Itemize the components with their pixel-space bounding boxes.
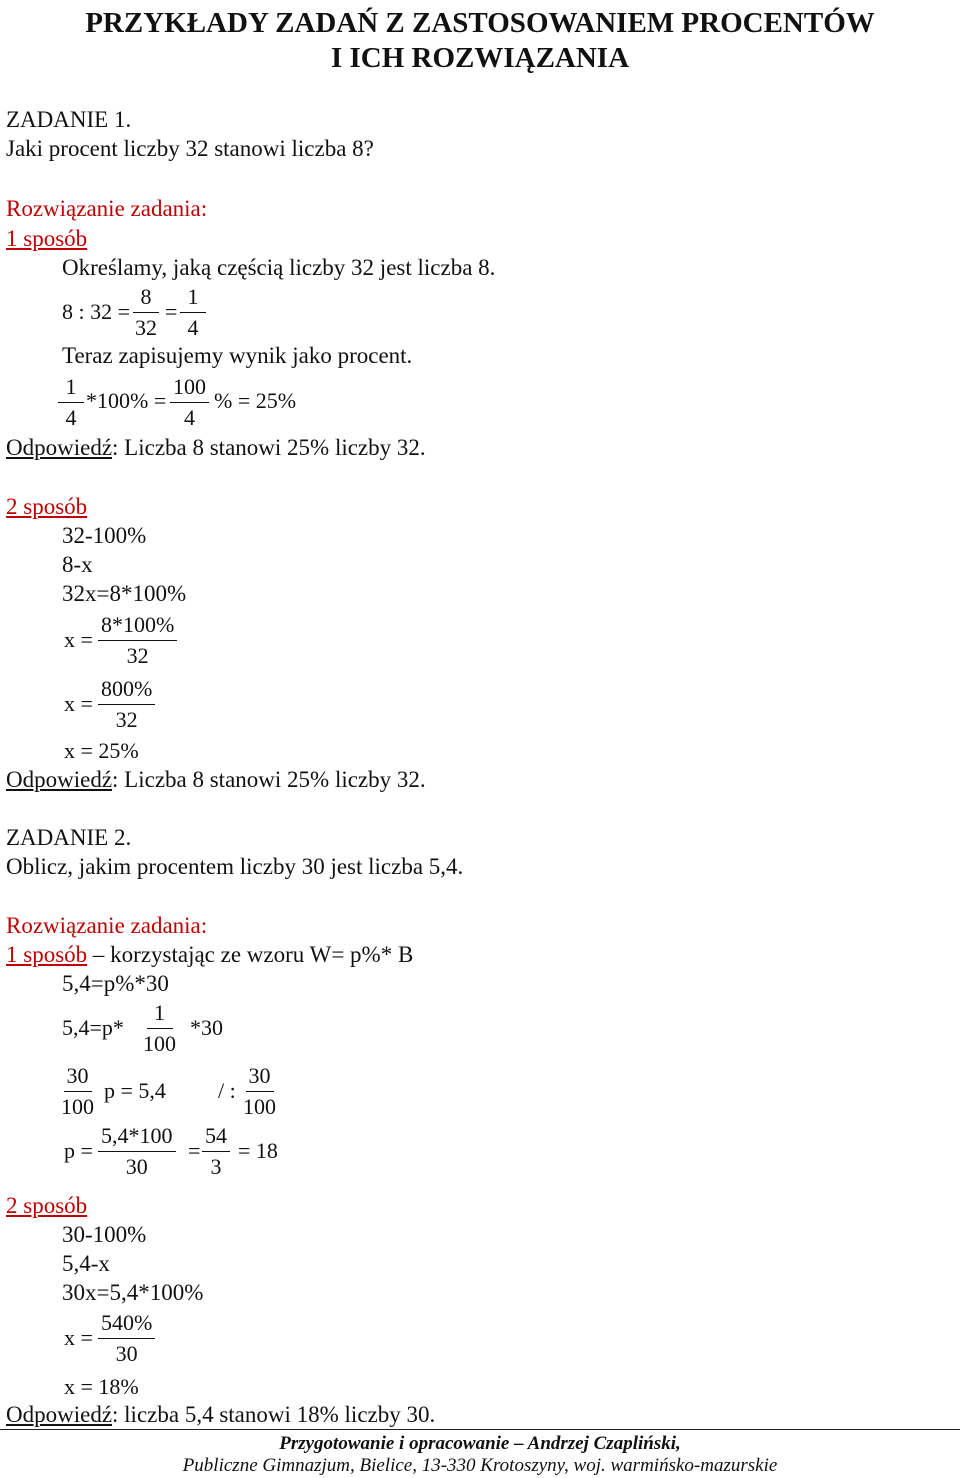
fraction-numerator: 30 — [64, 1063, 92, 1092]
task2-eq3-fraction2 — [202, 1123, 230, 1180]
task2-method2-label: 2 sposób — [6, 1193, 88, 1218]
task2-eq3-fraction1 — [98, 1123, 176, 1180]
fraction-denominator: 100 — [61, 1094, 94, 1119]
task1-method1-intro: Określamy, jaką częścią liczby 32 jest liczba 8. — [62, 255, 496, 280]
task2-solution-label: Rozwiązanie zadania: — [6, 913, 208, 938]
task1-method2-answer — [6, 766, 426, 794]
task2-method1-label: 1 sposób — [6, 942, 88, 967]
task2-eq2-separator: / : — [218, 1078, 236, 1103]
task2-method1-formula: – korzystając ze wzoru W= p%* B — [87, 942, 414, 967]
task1-method2-line1: 32-100% — [62, 523, 147, 548]
task2-eq2-fraction1 — [58, 1063, 97, 1120]
fraction-numerator: 54 — [202, 1123, 230, 1152]
answer-text: : Liczba 8 stanowi 25% liczby 32. — [112, 435, 426, 460]
task1-method2-line2: 8-x — [62, 552, 93, 577]
fraction-denominator: 100 — [143, 1031, 176, 1056]
task1-question: Jaki procent liczby 32 stanowi liczba 8? — [6, 136, 374, 161]
task2-eq3-suffix: = 18 — [238, 1138, 278, 1163]
task2-method1-label-line — [6, 941, 413, 969]
answer-label: Odpowiedź — [6, 767, 113, 792]
footer-author: Przygotowanie i opracowanie – Andrzej Czapliński, — [279, 1433, 681, 1454]
task1-method1-label: 1 sposób — [6, 226, 88, 251]
task1-eq1-mid: = — [165, 299, 178, 324]
task2-eq2-mid: p = 5,4 — [104, 1078, 166, 1103]
task2-eq1-suffix: *30 — [190, 1015, 223, 1040]
fraction-numerator: 1 — [180, 284, 206, 313]
fraction-numerator: 8*100% — [98, 612, 177, 641]
footer-divider — [0, 1429, 960, 1430]
task2-method2-line1: 30-100% — [62, 1222, 147, 1247]
task2-question: Oblicz, jakim procentem liczby 30 jest liczba 5,4. — [6, 854, 464, 879]
task1-method2-eq2-prefix: x = — [64, 691, 93, 716]
fraction-numerator: 1 — [58, 374, 84, 403]
task2-eq1-fraction — [140, 1000, 179, 1057]
fraction-numerator: 30 — [246, 1063, 274, 1092]
document-title-line2: I ICH ROZWIĄZANIA — [330, 42, 630, 74]
task2-method2-eq1-fraction — [98, 1310, 155, 1367]
answer-label: Odpowiedź — [6, 1402, 113, 1427]
fraction-denominator: 30 — [115, 1341, 138, 1366]
fraction-denominator: 4 — [187, 315, 199, 340]
fraction-denominator: 32 — [126, 643, 149, 668]
task2-method2-line2: 5,4-x — [62, 1251, 110, 1276]
answer-text: : Liczba 8 stanowi 25% liczby 32. — [112, 767, 426, 792]
task2-method2-eq1-prefix: x = — [64, 1325, 93, 1350]
task1-method2-label: 2 sposób — [6, 494, 88, 519]
task1-method2-line3: 32x=8*100% — [62, 581, 187, 606]
answer-label: Odpowiedź — [6, 435, 113, 460]
fraction-denominator: 4 — [184, 405, 195, 430]
fraction-denominator: 100 — [243, 1094, 276, 1119]
task1-eq1-prefix: 8 : 32 = — [62, 299, 131, 324]
task2-heading: ZADANIE 2. — [6, 825, 132, 850]
task1-method1-answer — [6, 434, 426, 462]
fraction-denominator: 32 — [115, 707, 138, 732]
fraction-denominator: 30 — [125, 1154, 148, 1179]
task1-method2-eq1-fraction — [98, 612, 177, 669]
fraction-denominator: 3 — [210, 1154, 222, 1179]
task1-method2-eq2-fraction — [98, 676, 155, 733]
task1-method2-eq1-prefix: x = — [64, 627, 93, 652]
fraction-denominator: 32 — [135, 315, 157, 340]
fraction-numerator: 1 — [147, 1000, 173, 1029]
task1-eq2-mid: *100% = — [86, 388, 167, 413]
fraction-numerator: 800% — [98, 676, 155, 705]
task2-method2-answer — [6, 1401, 435, 1429]
document-title-line1: PRZYKŁADY ZADAŃ Z ZASTOSOWANIEM PROCENTÓW — [85, 7, 875, 39]
task1-eq2-fraction2 — [170, 374, 209, 431]
footer-school: Publiczne Gimnazjum, Bielice, 13-330 Krotoszyny, woj. warmińsko-mazurskie — [182, 1455, 778, 1476]
task1-heading: ZADANIE 1. — [6, 107, 132, 132]
task1-eq2-fraction1 — [58, 374, 84, 431]
task2-eq1-prefix: 5,4=p* — [62, 1015, 124, 1040]
task1-solution-label: Rozwiązanie zadania: — [6, 196, 208, 221]
fraction-numerator: 5,4*100 — [98, 1123, 176, 1152]
task1-method2-eq3: x = 25% — [64, 738, 139, 763]
task1-eq1-fraction2 — [180, 284, 206, 341]
task2-method1-line1: 5,4=p%*30 — [62, 971, 169, 996]
task2-method2-line3: 30x=5,4*100% — [62, 1280, 204, 1305]
answer-text: : liczba 5,4 stanowi 18% liczby 30. — [112, 1402, 436, 1427]
task1-eq1-fraction1 — [132, 284, 160, 341]
task2-eq3-prefix: p = — [64, 1138, 93, 1163]
task1-eq2-suffix: % = 25% — [214, 388, 297, 413]
task2-eq2-fraction2 — [240, 1063, 279, 1120]
task2-method2-eq2: x = 18% — [64, 1374, 139, 1399]
task1-method1-step2: Teraz zapisujemy wynik jako procent. — [62, 343, 413, 368]
fraction-numerator: 100 — [170, 374, 209, 403]
fraction-denominator: 4 — [65, 405, 77, 430]
task2-eq3-mid: = — [188, 1138, 201, 1163]
fraction-numerator: 8 — [133, 284, 159, 313]
fraction-numerator: 540% — [98, 1310, 155, 1339]
